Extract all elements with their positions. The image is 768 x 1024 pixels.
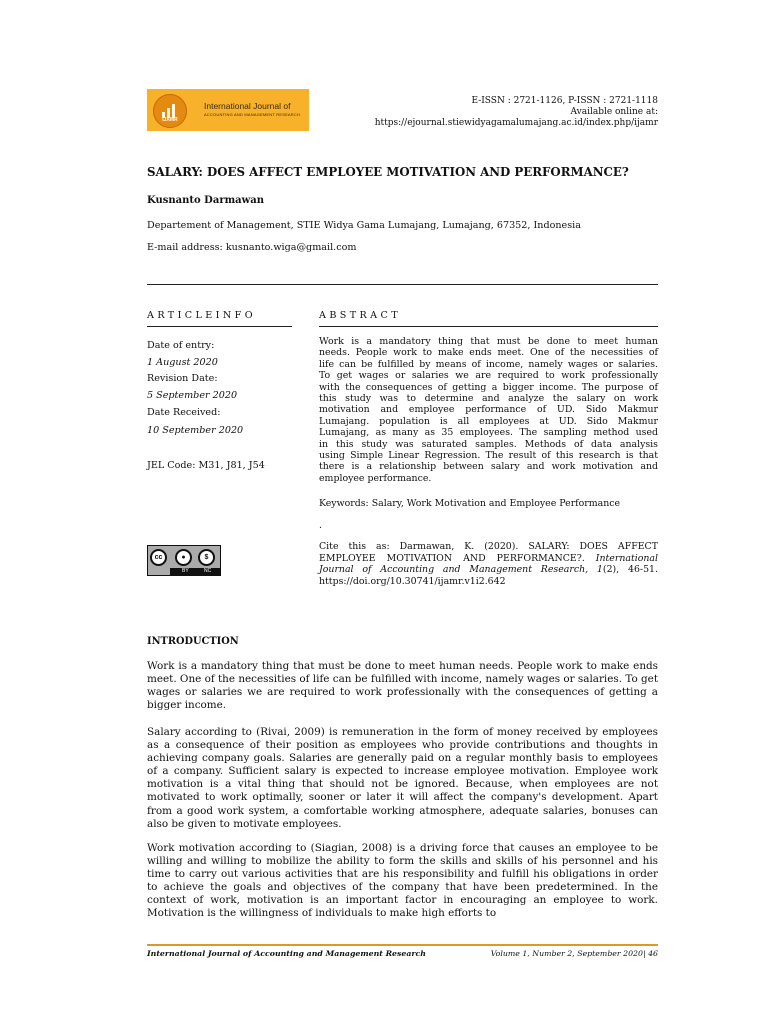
abstract-line: Work is a mandatory thing that must be done to meet human	[319, 336, 658, 347]
journal-logo	[147, 89, 309, 131]
keywords: Keywords: Salary, Work Motivation and Employee Performance	[319, 498, 621, 509]
abstract-line: motivation and employee performance of UD. Sido Makmur	[319, 404, 658, 416]
abstract-line: with the consequences of getting a bigger income. The purpose of	[319, 381, 658, 393]
divider	[147, 284, 658, 285]
jel-code: JEL Code: M31, J81, J54	[147, 460, 265, 471]
received-date: 10 September 2020	[147, 425, 244, 436]
citation-issue: (2), 46-51.	[602, 564, 658, 575]
abstract-line: this study was to determine and analyze the salary on work	[319, 393, 658, 405]
abstract-body	[319, 336, 658, 484]
footer-rule	[147, 944, 658, 946]
entry-date: 1 August 2020	[147, 357, 218, 368]
logo-title: International Journal of	[204, 101, 291, 111]
cc-icon: cc	[150, 549, 167, 566]
cc-license-badge[interactable]	[147, 545, 221, 576]
introduction-heading: INTRODUCTION	[147, 636, 239, 647]
abstract-heading: ABSTRACT	[319, 310, 402, 321]
logo-subtitle: ACCOUNTING AND MANAGEMENT RESEARCH	[204, 112, 301, 117]
article-info-rule	[147, 326, 292, 327]
by-label: BY	[182, 568, 189, 574]
noncommercial-icon: $	[198, 549, 215, 566]
doi-link[interactable]: https://doi.org/10.30741/ijamr.v1i2.642	[319, 575, 506, 587]
abstract-line: life can be fulfilled by means of income, namely wages or salaries.	[319, 358, 658, 370]
received-date-label: Date Received:	[147, 407, 221, 418]
intro-paragraph: Salary according to (Rivai, 2009) is remuneration in the form of money received by employees as a consequence of their position as employees who provide contributions and thoughts in achieving company goals. Salaries are generally paid on a regular monthly basis to employees of a company. Sufficient salary is expected to increase employee motivation. Employee work motivation is a vital thing that should not be ignored. Because, when employees are not motivated to work optimally, sooner or later it will affect the company's development. Apart from a good work system, a comfortable working atmosphere, adequate salaries, bonuses can also be given to motivate employees.	[147, 726, 658, 830]
citation-journal: International Journal of Accounting and Management Research, 1	[319, 552, 658, 575]
issn-line: E-ISSN : 2721-1126, P-ISSN : 2721-1118	[471, 96, 658, 106]
abstract-line: Lumajang. population is all employees at UD. Sido Makmur	[319, 415, 658, 427]
author-email: E-mail address: kusnanto.wiga@gmail.com	[147, 242, 357, 253]
revision-date-label: Revision Date:	[147, 373, 218, 384]
footer-journal: International Journal of Accounting and Management Research	[147, 949, 426, 958]
journal-emblem-icon: IJAMR	[153, 94, 187, 128]
article-info-heading: ARTICLEINFO	[147, 310, 256, 321]
abstract-line: in this study was saturated samples. Methods of data analysis	[319, 438, 658, 450]
license-strip	[170, 568, 220, 575]
attribution-icon: ●	[175, 549, 192, 566]
abstract-line: employee performance.	[319, 472, 432, 484]
entry-date-label: Date of entry:	[147, 340, 215, 351]
journal-url-link[interactable]: https://ejournal.stiewidyagamalumajang.ac.id/index.php/ijamr	[374, 118, 658, 128]
abstract-line: there is a relationship between salary and work motivation and	[319, 461, 658, 473]
author-affiliation: Departement of Management, STIE Widya Gama Lumajang, Lumajang, 67352, Indonesia	[147, 220, 581, 231]
abstract-line: using Simple Linear Regression. The result of this research is that	[319, 450, 658, 462]
footer-volume: Volume 1, Number 2, September 2020| 46	[490, 949, 658, 958]
abstract-line: To get wages or salaries we are required to work professionally	[319, 370, 658, 382]
article-title: SALARY: DOES AFFECT EMPLOYEE MOTIVATION AND PERFORMANCE?	[147, 165, 629, 179]
nc-label: NC	[204, 568, 212, 574]
intro-paragraph: Work is a mandatory thing that must be done to meet human needs. People work to make ends meet. One of the necessities of life can be fulfilled with income, namely wages or salaries. To get wages or salaries we are required to work professionally with the consequences of getting a bigger income.	[147, 660, 659, 712]
author-name: Kusnanto Darmawan	[147, 195, 265, 206]
abstract-line: needs. People work to make ends meet. One of the necessities of	[319, 347, 658, 359]
abstract-line: Lumajang, as many as 35 employees. The sampling method used	[319, 427, 658, 439]
separator-dot: .	[319, 521, 322, 531]
intro-paragraph: Work motivation according to (Siagian, 2008) is a driving force that causes an employee to be willing and willing to mobilize the ability to form the skills and skills of his personnel and his time to carry out various activities that are his responsibility and fulfill his obligations in order to achieve the goals and objectives of the company that have been predetermined. In the context of work, motivation is an important factor in encouraging an employee to work. Motivation is the willingness of individuals to make high efforts to	[147, 842, 658, 920]
revision-date: 5 September 2020	[147, 390, 238, 401]
citation	[319, 541, 658, 587]
abstract-rule	[319, 326, 658, 327]
citation-text: Cite this as: Darmawan, K. (2020). SALARY: DOES AFFECT EMPLOYEE MOTIVATION AND PERFORMANCE?.	[319, 541, 658, 564]
available-online: Available online at:	[570, 107, 658, 117]
